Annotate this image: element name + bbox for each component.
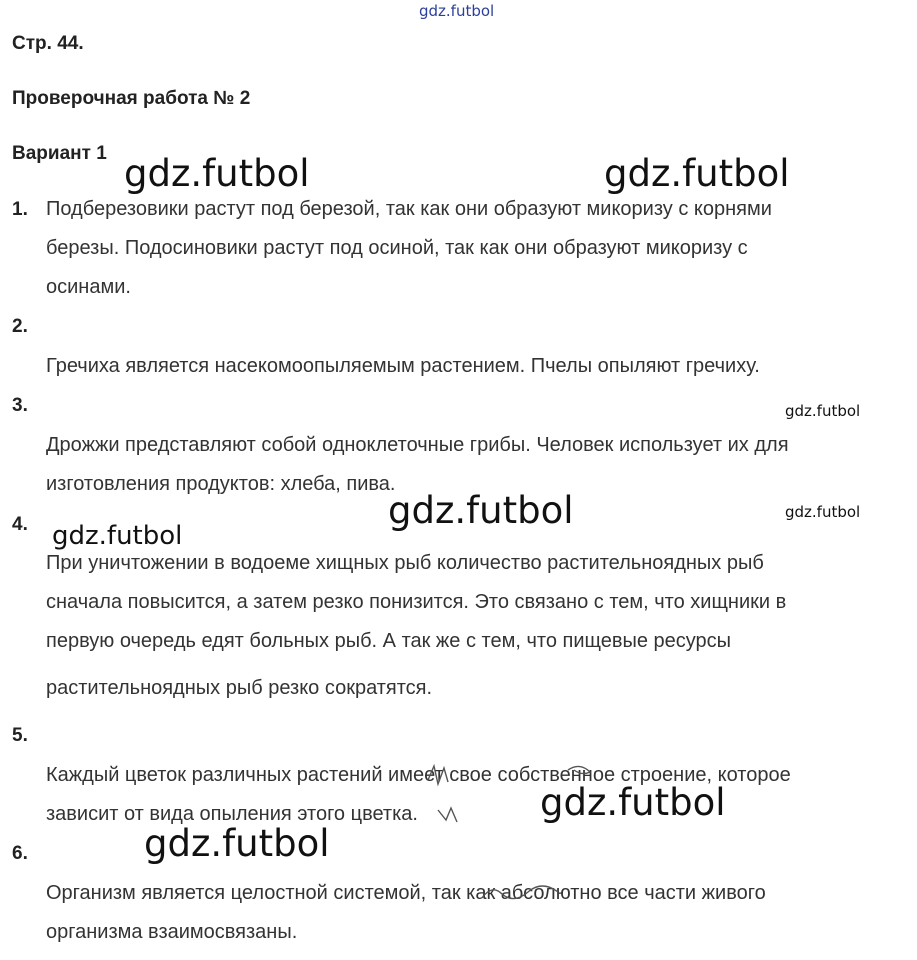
answer-number: 3. (12, 395, 28, 416)
answer-number: 5. (12, 725, 28, 746)
work-title: Проверочная работа № 2 (12, 88, 251, 109)
watermark-large: gdz.futbol (388, 489, 574, 532)
answer-line: организма взаимосвязаны. (46, 921, 298, 943)
scribble-mark (478, 878, 578, 908)
answer-line: изготовления продуктов: хлеба, пива. (46, 473, 396, 495)
answer-line: Гречиха является насекомоопыляемым растением. Пчелы опыляют гречиху. (46, 355, 760, 377)
answer-number: 1. (12, 199, 28, 220)
answer-line: березы. Подосиновики растут под осиной, так как они образуют микоризу с (46, 237, 748, 259)
watermark-large: gdz.futbol (604, 152, 790, 195)
answer-line: зависит от вида опыления этого цветка. (46, 803, 418, 825)
answer-text (46, 347, 906, 386)
answer-text (46, 874, 906, 952)
page-reference: Стр. 44. (12, 33, 84, 54)
answer-text (46, 190, 906, 307)
answer-line: При уничтожении в водоеме хищных рыб количество растительноядных рыб (46, 552, 764, 574)
answer-line: первую очередь едят больных рыб. А так же с тем, что пищевые ресурсы (46, 630, 732, 652)
answer-line: Подберезовики растут под березой, так как они образуют микоризу с корнями (46, 198, 772, 220)
scribble-mark (418, 750, 618, 830)
watermark-large: gdz.futbol (144, 822, 330, 865)
top-watermark: gdz.futbol (419, 2, 495, 20)
answer-line: растительноядных рыб резко сократятся. (46, 677, 433, 699)
watermark-large: gdz.futbol (540, 781, 726, 824)
answer-number: 4. (12, 514, 28, 535)
answer-line: сначала повысится, а затем резко понизится. Это связано с тем, что хищники в (46, 591, 787, 613)
answer-number: 2. (12, 316, 28, 337)
watermark-small: gdz.futbol (785, 402, 861, 420)
answer-line: осинами. (46, 276, 131, 298)
answer-line: Каждый цветок различных растений имеет свое собственное строение, которое (46, 764, 791, 786)
answer-number: 6. (12, 843, 28, 864)
answer-line: Организм является целостной системой, так как абсолютно все части живого (46, 882, 766, 904)
variant-label: Вариант 1 (12, 143, 107, 164)
watermark-large: gdz.futbol (124, 152, 310, 195)
answer-line: Дрожжи представляют собой одноклеточные грибы. Человек использует их для (46, 434, 789, 456)
answer-text (46, 544, 906, 708)
watermark-small: gdz.futbol (785, 503, 861, 521)
watermark-medium: gdz.futbol (52, 521, 183, 551)
